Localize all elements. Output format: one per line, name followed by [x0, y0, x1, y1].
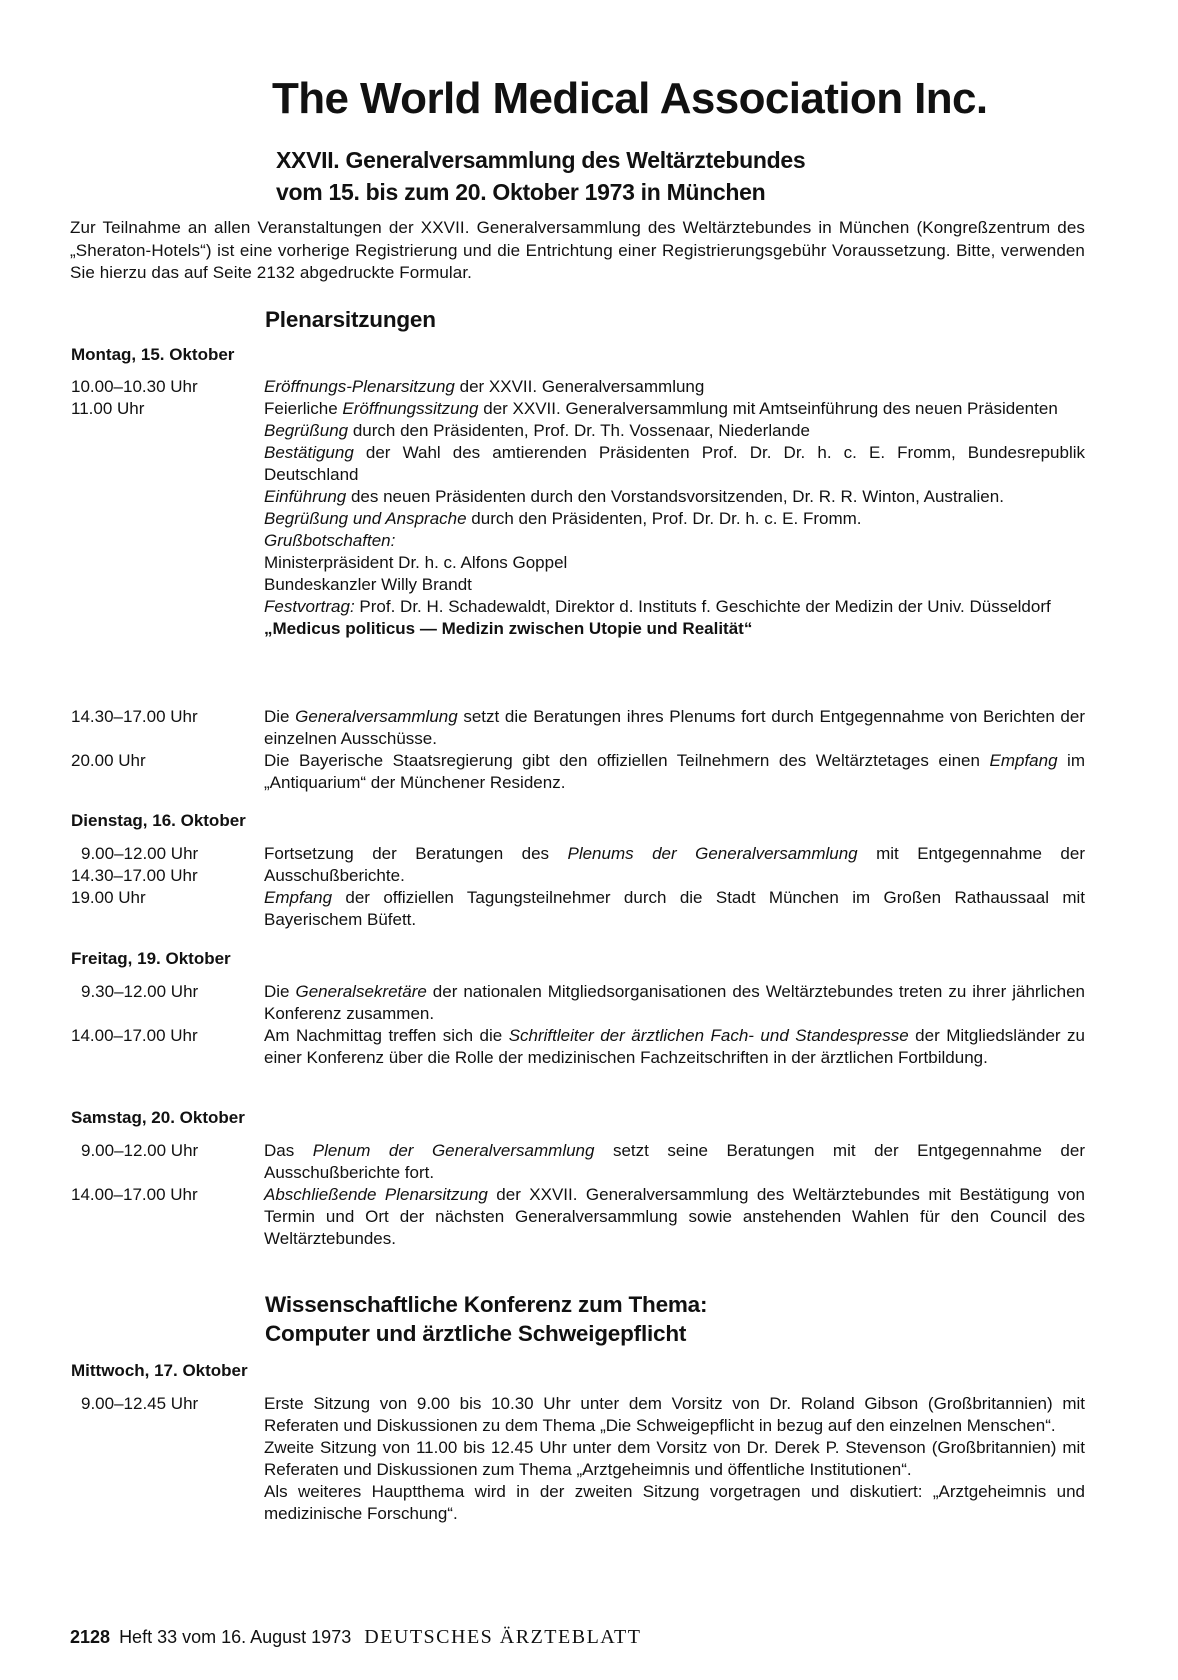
journal-name: DEUTSCHES ÄRZTEBLATT — [364, 1626, 642, 1648]
time-slot: 9.00–12.00 Uhr — [81, 1141, 199, 1160]
event-description: Die Generalsekretäre der nationalen Mitgliedsorganisationen des Weltärztebundes treten zu ihrer jährlichen Konferenz zusammen. — [264, 982, 1086, 1023]
subtitle-line-2: vom 15. bis zum 20. Oktober 1973 in München — [276, 179, 766, 205]
page-footer — [70, 1626, 641, 1649]
day-heading-saturday: Samstag, 20. Oktober — [71, 1108, 245, 1127]
time-slot: 14.30–17.00 Uhr — [71, 707, 198, 726]
time-slot: 11.00 Uhr — [71, 399, 145, 418]
event-description: Die Generalversammlung setzt die Beratungen ihres Plenums fort durch Entgegennahme von Berichten der einzelnen Ausschüsse. — [264, 707, 1086, 748]
page-title: The World Medical Association Inc. — [272, 74, 988, 123]
time-slot: 14.00–17.00 Uhr — [71, 1185, 198, 1204]
event-description: Das Plenum der Generalversammlung setzt seine Beratungen mit der Entgegennahme der Ausschußberichte fort. — [264, 1141, 1085, 1182]
time-slot: 14.00–17.00 Uhr — [71, 1026, 198, 1045]
event-description: Abschließende Plenarsitzung der XXVII. Generalversammlung des Weltärztebundes mit Bestätigung von Termin und Ort der nächsten Generalversammlung sowie anstehenden Wahlen für den Council des Weltärztebundes. — [264, 1185, 1086, 1248]
event-description: Erste Sitzung von 9.00 bis 10.30 Uhr unter dem Vorsitz von Dr. Roland Gibson (Großbritannien) mit Referaten und Diskussionen zu dem Thema „Die Schweigepflicht in bezug auf den einzelnen Menschen“. Zweite Sitzung von 11.00 bis 12.45 Uhr unter dem Vorsitz von Dr. Derek P. Stevenson (Großbritannien) mit Referaten und Diskussionen zum Thema „Arztgeheimnis und öffentliche Institutionen“. Als weiteres Hauptthema wird in der zweiten Sitzung vorgetragen und diskutiert: „Arztgeheimnis und medizinische Forschung“. — [264, 1394, 1085, 1523]
event-description: Fortsetzung der Beratungen des Plenums der Generalversammlung mit Entgegennahme der Ausschußberichte. Empfang der offiziellen Tagungsteilnehmer durch die Stadt München im Großen Rathaussaal mit Bayerischem Büfett. — [264, 844, 1085, 929]
intro-paragraph: Zur Teilnahme an allen Veranstaltungen der XXVII. Generalversammlung des Weltärztebundes in München (Kongreßzentrum des „Sheraton-Hotels“) ist eine vorherige Registrierung und die Entrichtung einer Registrierungsgebühr Voraussetzung. Bitte, verwenden Sie hierzu das auf Seite 2132 abgedruckte Formular. — [70, 218, 1085, 282]
day-heading-friday: Freitag, 19. Oktober — [71, 949, 231, 968]
subtitle-line-1: XXVII. Generalversammlung des Weltärztebundes — [276, 147, 806, 173]
time-slot: 10.00–10.30 Uhr — [71, 377, 198, 396]
section-heading-plenarsitzungen: Plenarsitzungen — [265, 307, 436, 332]
day-heading-monday: Montag, 15. Oktober — [71, 345, 235, 364]
section-heading-conference: Wissenschaftliche Konferenz zum Thema: Computer und ärztliche Schweigepflicht — [265, 1292, 708, 1346]
event-description: Am Nachmittag treffen sich die Schriftleiter der ärztlichen Fach- und Standespresse der Mitgliedsländer zu einer Konferenz über die Rolle der medizinischen Fachzeitschriften in der ärztlichen Fortbildung. — [264, 1026, 1085, 1067]
day-heading-tuesday: Dienstag, 16. Oktober — [71, 811, 246, 830]
event-description: Eröffnungs-Plenarsitzung der XXVII. Generalversammlung — [264, 377, 705, 396]
page-subtitle — [276, 144, 805, 208]
event-description: Feierliche Eröffnungssitzung der XXVII. Generalversammlung mit Amtseinführung des neuen Präsidenten Begrüßung durch den Präsidenten, Prof. Dr. Th. Vossenaar, Niederlande Bestätigung der Wahl des amtierenden Präsidenten Prof. Dr. Dr. h. c. E. Fromm, Bundesrepublik Deutschland Einführung des neuen Präsidenten durch den Vorstandsvorsitzenden, Dr. R. R. Winton, Australien. Begrüßung und Ansprache durch den Präsidenten, Prof. Dr. Dr. h. c. E. Fromm. Grußbotschaften: Ministerpräsident Dr. h. c. Alfons Goppel Bundeskanzler Willy Brandt Festvortrag: Prof. Dr. H. Schadewaldt, Direktor d. Instituts f. Geschichte der Medizin der Univ. Düsseldorf „Medicus politicus — Medizin zwischen Utopie und Realität“ — [264, 399, 1085, 638]
time-slot: 20.00 Uhr — [71, 751, 146, 770]
page-number: 2128 — [70, 1627, 111, 1647]
time-slot: 9.00–12.45 Uhr — [81, 1394, 199, 1413]
time-slot: 9.00–12.00 Uhr 14.30–17.00 Uhr 19.00 Uhr — [71, 844, 199, 907]
event-description: Die Bayerische Staatsregierung gibt den offiziellen Teilnehmern des Weltärztetages einen Empfang im „Antiquarium“ der Münchener Residenz. — [264, 751, 1085, 792]
lecture-title: „Medicus politicus — Medizin zwischen Utopie und Realität“ — [264, 619, 753, 638]
day-heading-wednesday: Mittwoch, 17. Oktober — [71, 1361, 248, 1380]
time-slot: 9.30–12.00 Uhr — [81, 982, 199, 1001]
issue-info: Heft 33 vom 16. August 1973 — [119, 1627, 352, 1647]
